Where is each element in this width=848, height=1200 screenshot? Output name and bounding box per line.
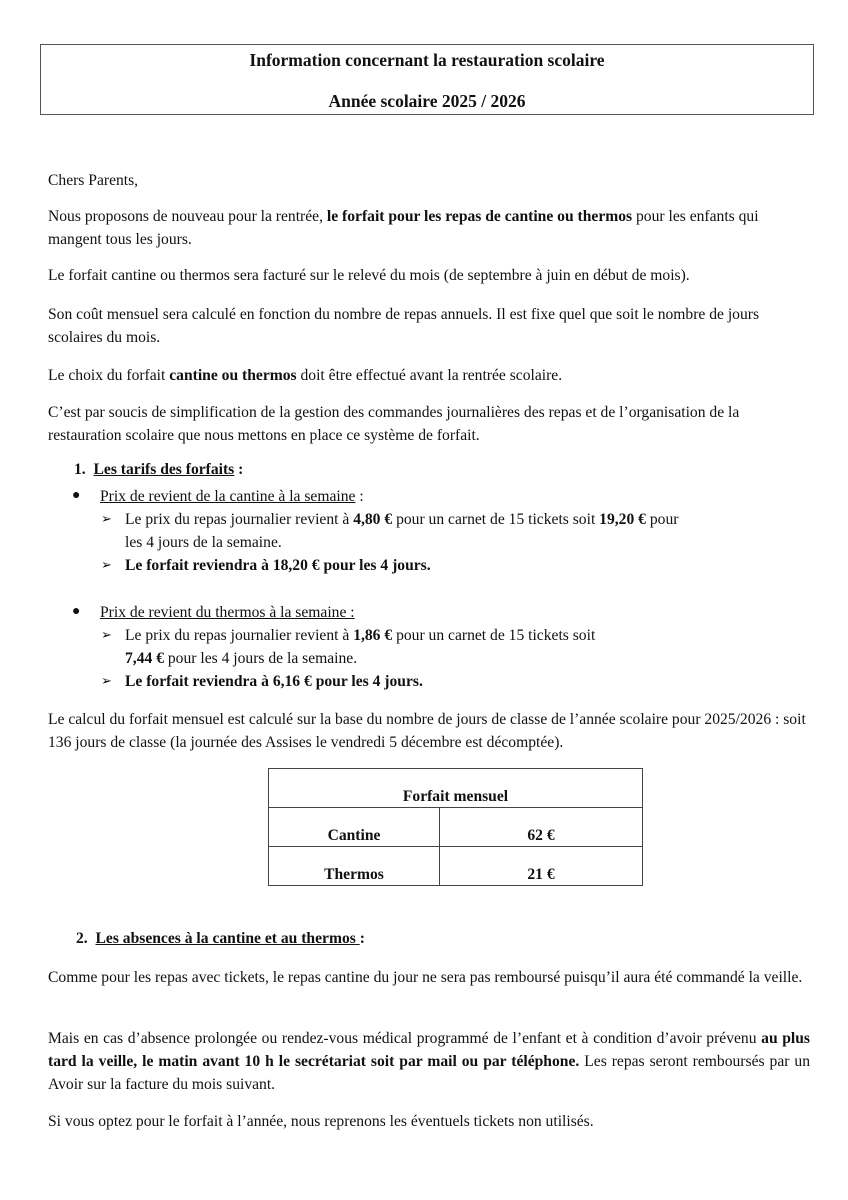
bullet-icon: ●	[72, 488, 81, 503]
table-header-row	[269, 769, 643, 808]
thermos-heading	[100, 601, 800, 624]
section-number: 1.	[74, 461, 86, 478]
section-1-heading	[74, 461, 243, 479]
price: 4,80 €	[353, 511, 393, 528]
row-value: 21 €	[440, 847, 643, 886]
title-box	[40, 44, 814, 115]
intro-paragraph-1	[48, 205, 810, 251]
section-2-heading	[76, 930, 365, 948]
underlined-text: Prix de revient du thermos à la semaine :	[100, 604, 355, 621]
text: pour les enfants qui mangent tous les jours.	[48, 208, 759, 248]
total-price: 7,44 €	[125, 650, 164, 667]
table-row	[269, 808, 643, 847]
section-number: 2.	[76, 930, 88, 947]
bold-text: Le forfait reviendra à 6,16 € pour les 4 jours.	[125, 673, 423, 690]
intro-paragraph-5: C’est par soucis de simplification de la gestion des commandes journalières des repas et de l’organisation de la restauration scolaire que nous mettons en place ce système de forfait.	[48, 404, 740, 444]
thermos-forfait-line	[125, 670, 815, 693]
absence-paragraph-3: Si vous optez pour le forfait à l’année, nous reprenons les éventuels tickets non utilisés.	[48, 1113, 594, 1130]
document-title: Information concernant la restauration scolaire	[249, 50, 605, 70]
row-label: Thermos	[269, 847, 440, 886]
text: Le prix du repas journalier revient à	[125, 627, 354, 644]
arrow-bullet-icon: ➢	[101, 557, 112, 572]
text: doit être effectué avant la rentrée scolaire.	[296, 367, 563, 384]
absence-paragraph-2	[48, 1027, 810, 1096]
arrow-bullet-icon: ➢	[101, 673, 112, 688]
text: :	[355, 488, 364, 505]
text: pour un carnet de 15 tickets soit	[392, 511, 600, 528]
document-subtitle: Année scolaire 2025 / 2026	[328, 91, 526, 111]
bold-text: le forfait pour les repas de cantine ou thermos	[326, 208, 633, 225]
table-header: Forfait mensuel	[269, 769, 643, 808]
intro-paragraph-3: Son coût mensuel sera calculé en fonction du nombre de repas annuels. Il est fixe quel que soit le nombre de jours scolaires du mois.	[48, 306, 760, 346]
greeting: Chers Parents,	[48, 172, 139, 189]
section-title: Les absences à la cantine et au thermos	[95, 930, 360, 947]
text: Mais en cas d’absence prolongée ou rendez-vous médical programmé de l’enfant et à condition d’avoir prévenu	[48, 1030, 762, 1047]
row-value: 62 €	[440, 808, 643, 847]
table-row	[269, 847, 643, 886]
section-title: Les tarifs des forfaits	[93, 461, 235, 478]
absence-paragraph-1: Comme pour les repas avec tickets, le repas cantine du jour ne sera pas remboursé puisqu’il aura été commandé la veille.	[48, 969, 803, 986]
text: pour	[645, 511, 679, 528]
calculation-paragraph: Le calcul du forfait mensuel est calculé sur la base du nombre de jours de classe de l’année scolaire pour 2025/2026 : soit 136 jours de classe (la journée des Assises le vendredi 5 décembre est décomptée).	[48, 711, 806, 751]
text: Le prix du repas journalier revient à	[125, 511, 354, 528]
arrow-bullet-icon: ➢	[101, 627, 112, 642]
intro-paragraph-2: Le forfait cantine ou thermos sera facturé sur le relevé du mois (de septembre à juin en début de mois).	[48, 267, 690, 284]
bold-text: Le forfait reviendra à 18,20 € pour les 4 jours.	[125, 557, 431, 574]
total-price: 19,20 €	[599, 511, 646, 528]
thermos-price-line	[125, 624, 815, 670]
bullet-icon: ●	[72, 604, 81, 619]
cantine-forfait-line	[125, 554, 815, 577]
bold-text: au plus tard la veille, le matin avant 10 h le secrétariat soit par mail ou par téléphone.	[48, 1030, 810, 1070]
forfait-table	[268, 768, 643, 886]
colon: :	[234, 461, 244, 478]
intro-paragraph-4	[48, 364, 810, 387]
text: pour les 4 jours de la semaine.	[163, 650, 358, 667]
colon: :	[359, 930, 365, 947]
row-label: Cantine	[269, 808, 440, 847]
price: 1,86 €	[353, 627, 393, 644]
bold-text: cantine ou thermos	[169, 367, 297, 384]
text: les 4 jours de la semaine.	[125, 534, 282, 551]
text: pour un carnet de 15 tickets soit	[392, 627, 596, 644]
cantine-heading	[100, 485, 800, 508]
text: Les repas seront remboursés par un Avoir sur la facture du mois suivant.	[48, 1053, 810, 1093]
text: Nous proposons de nouveau pour la rentrée,	[48, 208, 327, 225]
underlined-text: Prix de revient de la cantine à la semaine	[100, 488, 356, 505]
cantine-price-line	[125, 508, 815, 554]
arrow-bullet-icon: ➢	[101, 511, 112, 526]
text: Le choix du forfait	[48, 367, 170, 384]
